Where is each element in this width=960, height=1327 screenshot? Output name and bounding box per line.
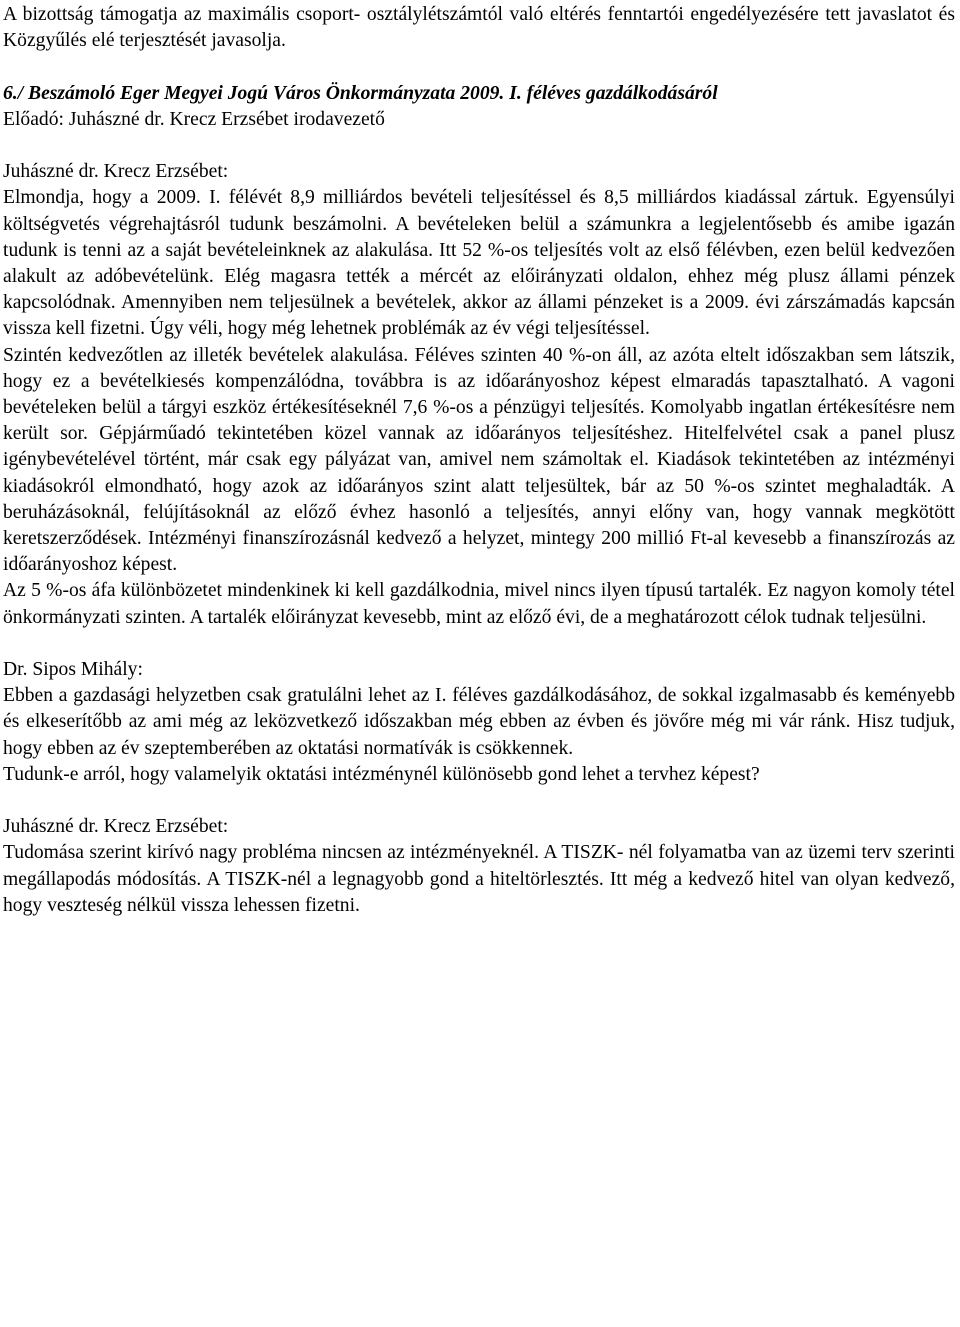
speaker-name: Dr. Sipos Mihály: [3, 659, 143, 681]
speaker-name: Juhászné dr. Krecz Erzsébet: [3, 816, 229, 838]
speech-paragraph: Elmondja, hogy a 2009. I. félévét 8,9 milliárdos bevételi teljesítéssel és 8,5 milliárdos kiadással zártuk. Egyensúlyi költségvetés végrehajtásról tudunk beszámolni. A bevételeken belül a számunkra a legjelentősebb és amibe igazán tudunk is tenni az a saját bevételeinknek az alakulása. Itt 52 %-os teljesítés volt az első félévben, ezen belül kedvezően alakult az adóbevételünk. Elég magasra tették a mércét az előirányzati oldalon, ehhez még plusz állami pénzek kapcsolódnak. Amennyiben nem teljesülnek a bevételek, akkor az állami pénzeket is a 2009. évi zárszámadás kapcsán vissza kell fizetni. Úgy véli, hogy még lehetnek problémák az év végi teljesítéssel. [3, 187, 955, 340]
intro-paragraph: A bizottság támogatja az maximális csoport- osztálylétszámtól való eltérés fenntartói engedélyezésére tett javaslatot és Közgyűlés elé terjesztését javasolja. [3, 4, 955, 52]
speech-paragraph: Tudomása szerint kirívó nagy probléma nincsen az intézményeknél. A TISZK- nél folyamatba van az üzemi terv szerinti megállapodás módosítás. A TISZK-nél a legnagyobb gond a hiteltörlesztés. Itt még a kedvező hitel van olyan kedvező, hogy veszteség nélkül vissza lehessen fizetni. [3, 842, 955, 916]
spacer [3, 54, 955, 80]
document-page [3, 2, 955, 919]
spacer [3, 133, 955, 159]
speech-paragraph: Tudunk-e arról, hogy valamelyik oktatási intézménynél különösebb gond lehet a tervhez képest? [3, 763, 760, 785]
agenda-item-presenter: Előadó: Juhászné dr. Krecz Erzsébet irodavezető [3, 108, 385, 130]
speech-paragraph: Szintén kedvezőtlen az illeték bevételek alakulása. Féléves szinten 40 %-on áll, az azóta eltelt időszakban sem látszik, hogy ez a bevételkiesés kompenzálódna, továbbra is az időarányoshoz képest elmaradás tapasztalható. A vagoni bevételeken belül a tárgyi eszköz értékesítéseknél 7,6 %-os a pénzügyi teljesítés. Komolyabb ingatlan értékesítésre nem került sor. Gépjárműadó tekintetében közel vannak az időarányos teljesítéshez. Hitelfelvétel csak a panel plusz igénybevételével történt, már csak egy pályázat van, amivel nem számoltak el. Kiadások tekintetében az intézményi kiadásokról elmondható, hogy azok az időarányos szint alatt teljesültek, bár az 50 %-os szintet meghaladták. A beruházásoknál, felújításoknál az előző évhez hasonló a teljesítés, annyi előny van, hogy vannak megkötött keretszerződések. Intézményi finanszírozásnál kedvező a helyzet, mintegy 200 millió Ft-al kevesebb a finanszírozás az időarányoshoz képest. [3, 344, 955, 576]
speaker-name: Juhászné dr. Krecz Erzsébet: [3, 161, 229, 183]
spacer [3, 631, 955, 657]
spacer [3, 788, 955, 814]
agenda-item-title: 6./ Beszámoló Eger Megyei Jogú Város Önkormányzata 2009. I. féléves gazdálkodásáról [3, 82, 718, 104]
speech-paragraph: Ebben a gazdasági helyzetben csak gratulálni lehet az I. féléves gazdálkodásához, de sokkal izgalmasabb és keményebb és elkeserítőbb az ami még az leközvetkező időszakban még ebben az évben és jövőre még mi vár ránk. Hisz tudjuk, hogy ebben az év szeptemberében az oktatási normatívák is csökkennek. [3, 685, 955, 759]
speech-paragraph: Az 5 %-os áfa különbözetet mindenkinek ki kell gazdálkodnia, mivel nincs ilyen típusú tartalék. Ez nagyon komoly tétel önkormányzati szinten. A tartalék előirányzat kevesebb, mint az előző évi, de a meghatározott célok tudnak teljesülni. [3, 580, 955, 628]
